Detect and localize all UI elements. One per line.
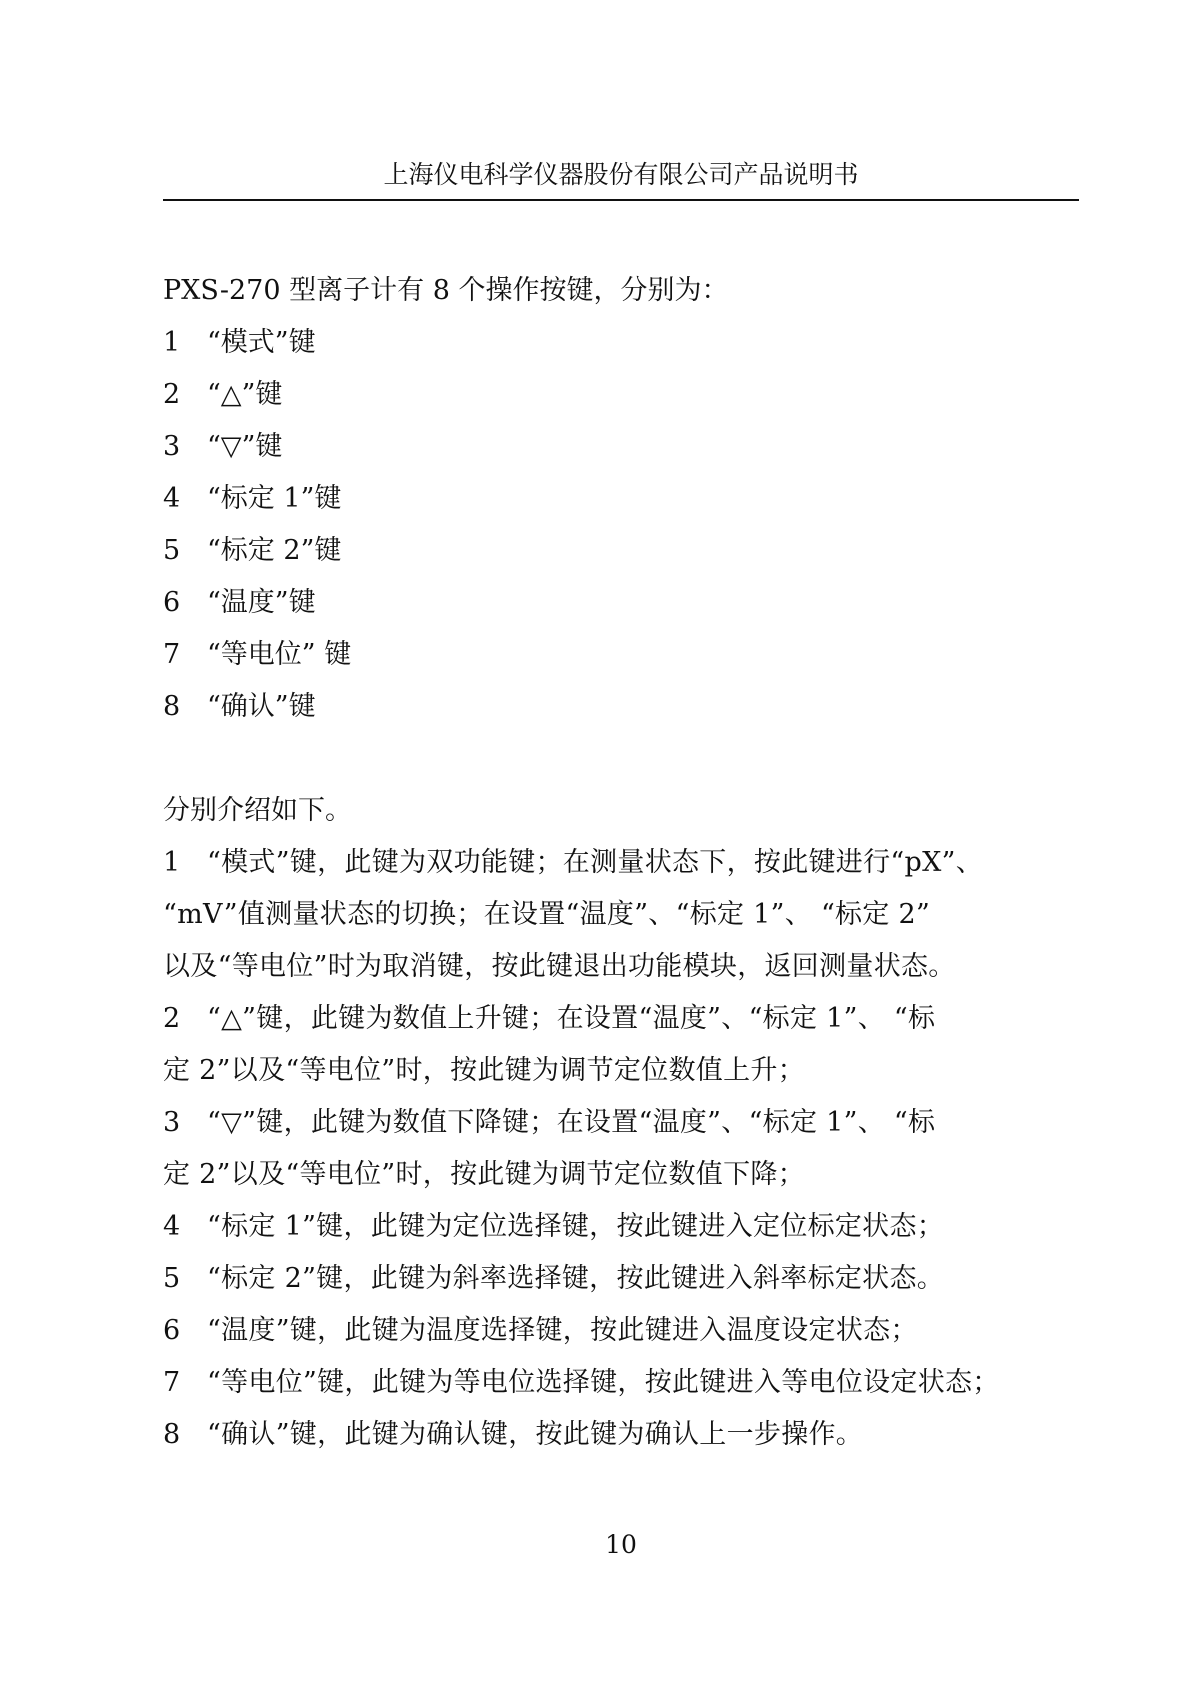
description-line [163, 1097, 1093, 1149]
description-line [163, 993, 1093, 1045]
description-line [163, 1305, 1093, 1357]
description-number: 3 [163, 1107, 181, 1138]
list-item-number: 4 [163, 483, 181, 514]
description-number: 7 [163, 1367, 181, 1398]
list-item-number: 8 [163, 691, 181, 722]
description-text: “确认”键，此键为确认键，按此键为确认上一步操作。 [207, 1419, 864, 1450]
description-number: 5 [163, 1263, 181, 1294]
description-item [163, 1409, 1093, 1461]
list-item [163, 681, 1093, 733]
list-item-label: “标定 2”键 [207, 535, 342, 566]
description-line: 定 2”以及“等电位”时，按此键为调节定位数值下降； [163, 1159, 805, 1190]
description-number: 2 [163, 1003, 181, 1034]
description-intro: 分别介绍如下。 [163, 795, 352, 826]
list-item-number: 2 [163, 379, 181, 410]
description-line [163, 837, 1093, 889]
list-item-number: 5 [163, 535, 181, 566]
list-item-label: “模式”键 [207, 327, 316, 358]
list-item-label: “△”键 [207, 379, 283, 410]
list-item [163, 421, 1093, 473]
list-item [163, 577, 1093, 629]
description-item [163, 1357, 1093, 1409]
spacer [163, 733, 1093, 785]
description-line [163, 1253, 1093, 1305]
description-line [163, 1201, 1093, 1253]
description-line [163, 1409, 1093, 1461]
list-item [163, 525, 1093, 577]
description-line [163, 1357, 1093, 1409]
description-item [163, 1305, 1093, 1357]
list-item-label: “▽”键 [207, 431, 283, 462]
description-item [163, 837, 1093, 993]
description-text: “标定 1”键，此键为定位选择键，按此键进入定位标定状态； [207, 1211, 945, 1242]
description-number: 4 [163, 1211, 181, 1242]
list-item-number: 3 [163, 431, 181, 462]
list-item [163, 473, 1093, 525]
description-list [163, 837, 1093, 1461]
description-line: “mV”值测量状态的切换；在设置“温度”、“标定 1”、 “标定 2” [163, 899, 931, 930]
description-number: 1 [163, 847, 181, 878]
description-text: “等电位”键，此键为等电位选择键，按此键进入等电位设定状态； [207, 1367, 1000, 1398]
list-item-label: “标定 1”键 [207, 483, 342, 514]
description-text: “模式”键，此键为双功能键；在测量状态下，按此键进行“pX”、 [207, 847, 984, 878]
list-item-number: 6 [163, 587, 181, 618]
main-content [163, 265, 1093, 1461]
key-list [163, 317, 1093, 733]
list-item [163, 369, 1093, 421]
description-line: 定 2”以及“等电位”时，按此键为调节定位数值上升； [163, 1055, 805, 1086]
description-number: 6 [163, 1315, 181, 1346]
description-item [163, 1201, 1093, 1253]
header-divider [163, 199, 1079, 201]
list-item-label: “等电位” 键 [207, 639, 352, 670]
list-item-number: 1 [163, 327, 181, 358]
description-number: 8 [163, 1419, 181, 1450]
list-item [163, 317, 1093, 369]
list-item-label: “确认”键 [207, 691, 316, 722]
description-text: “标定 2”键，此键为斜率选择键，按此键进入斜率标定状态。 [207, 1263, 945, 1294]
list-item [163, 629, 1093, 681]
page-number: 10 [605, 1530, 637, 1559]
description-text: “▽”键，此键为数值下降键；在设置“温度”、“标定 1”、 “标 [207, 1107, 936, 1138]
intro-paragraph: PXS-270 型离子计有 8 个操作按键，分别为： [163, 275, 729, 306]
description-item [163, 993, 1093, 1097]
description-item [163, 1097, 1093, 1201]
description-item [163, 1253, 1093, 1305]
list-item-number: 7 [163, 639, 181, 670]
description-text: “温度”键，此键为温度选择键，按此键进入温度设定状态； [207, 1315, 918, 1346]
page-header: 上海仪电科学仪器股份有限公司产品说明书 [383, 160, 859, 189]
description-text: “△”键，此键为数值上升键；在设置“温度”、“标定 1”、 “标 [207, 1003, 936, 1034]
list-item-label: “温度”键 [207, 587, 316, 618]
description-line: 以及“等电位”时为取消键，按此键退出功能模块，返回测量状态。 [163, 951, 956, 982]
